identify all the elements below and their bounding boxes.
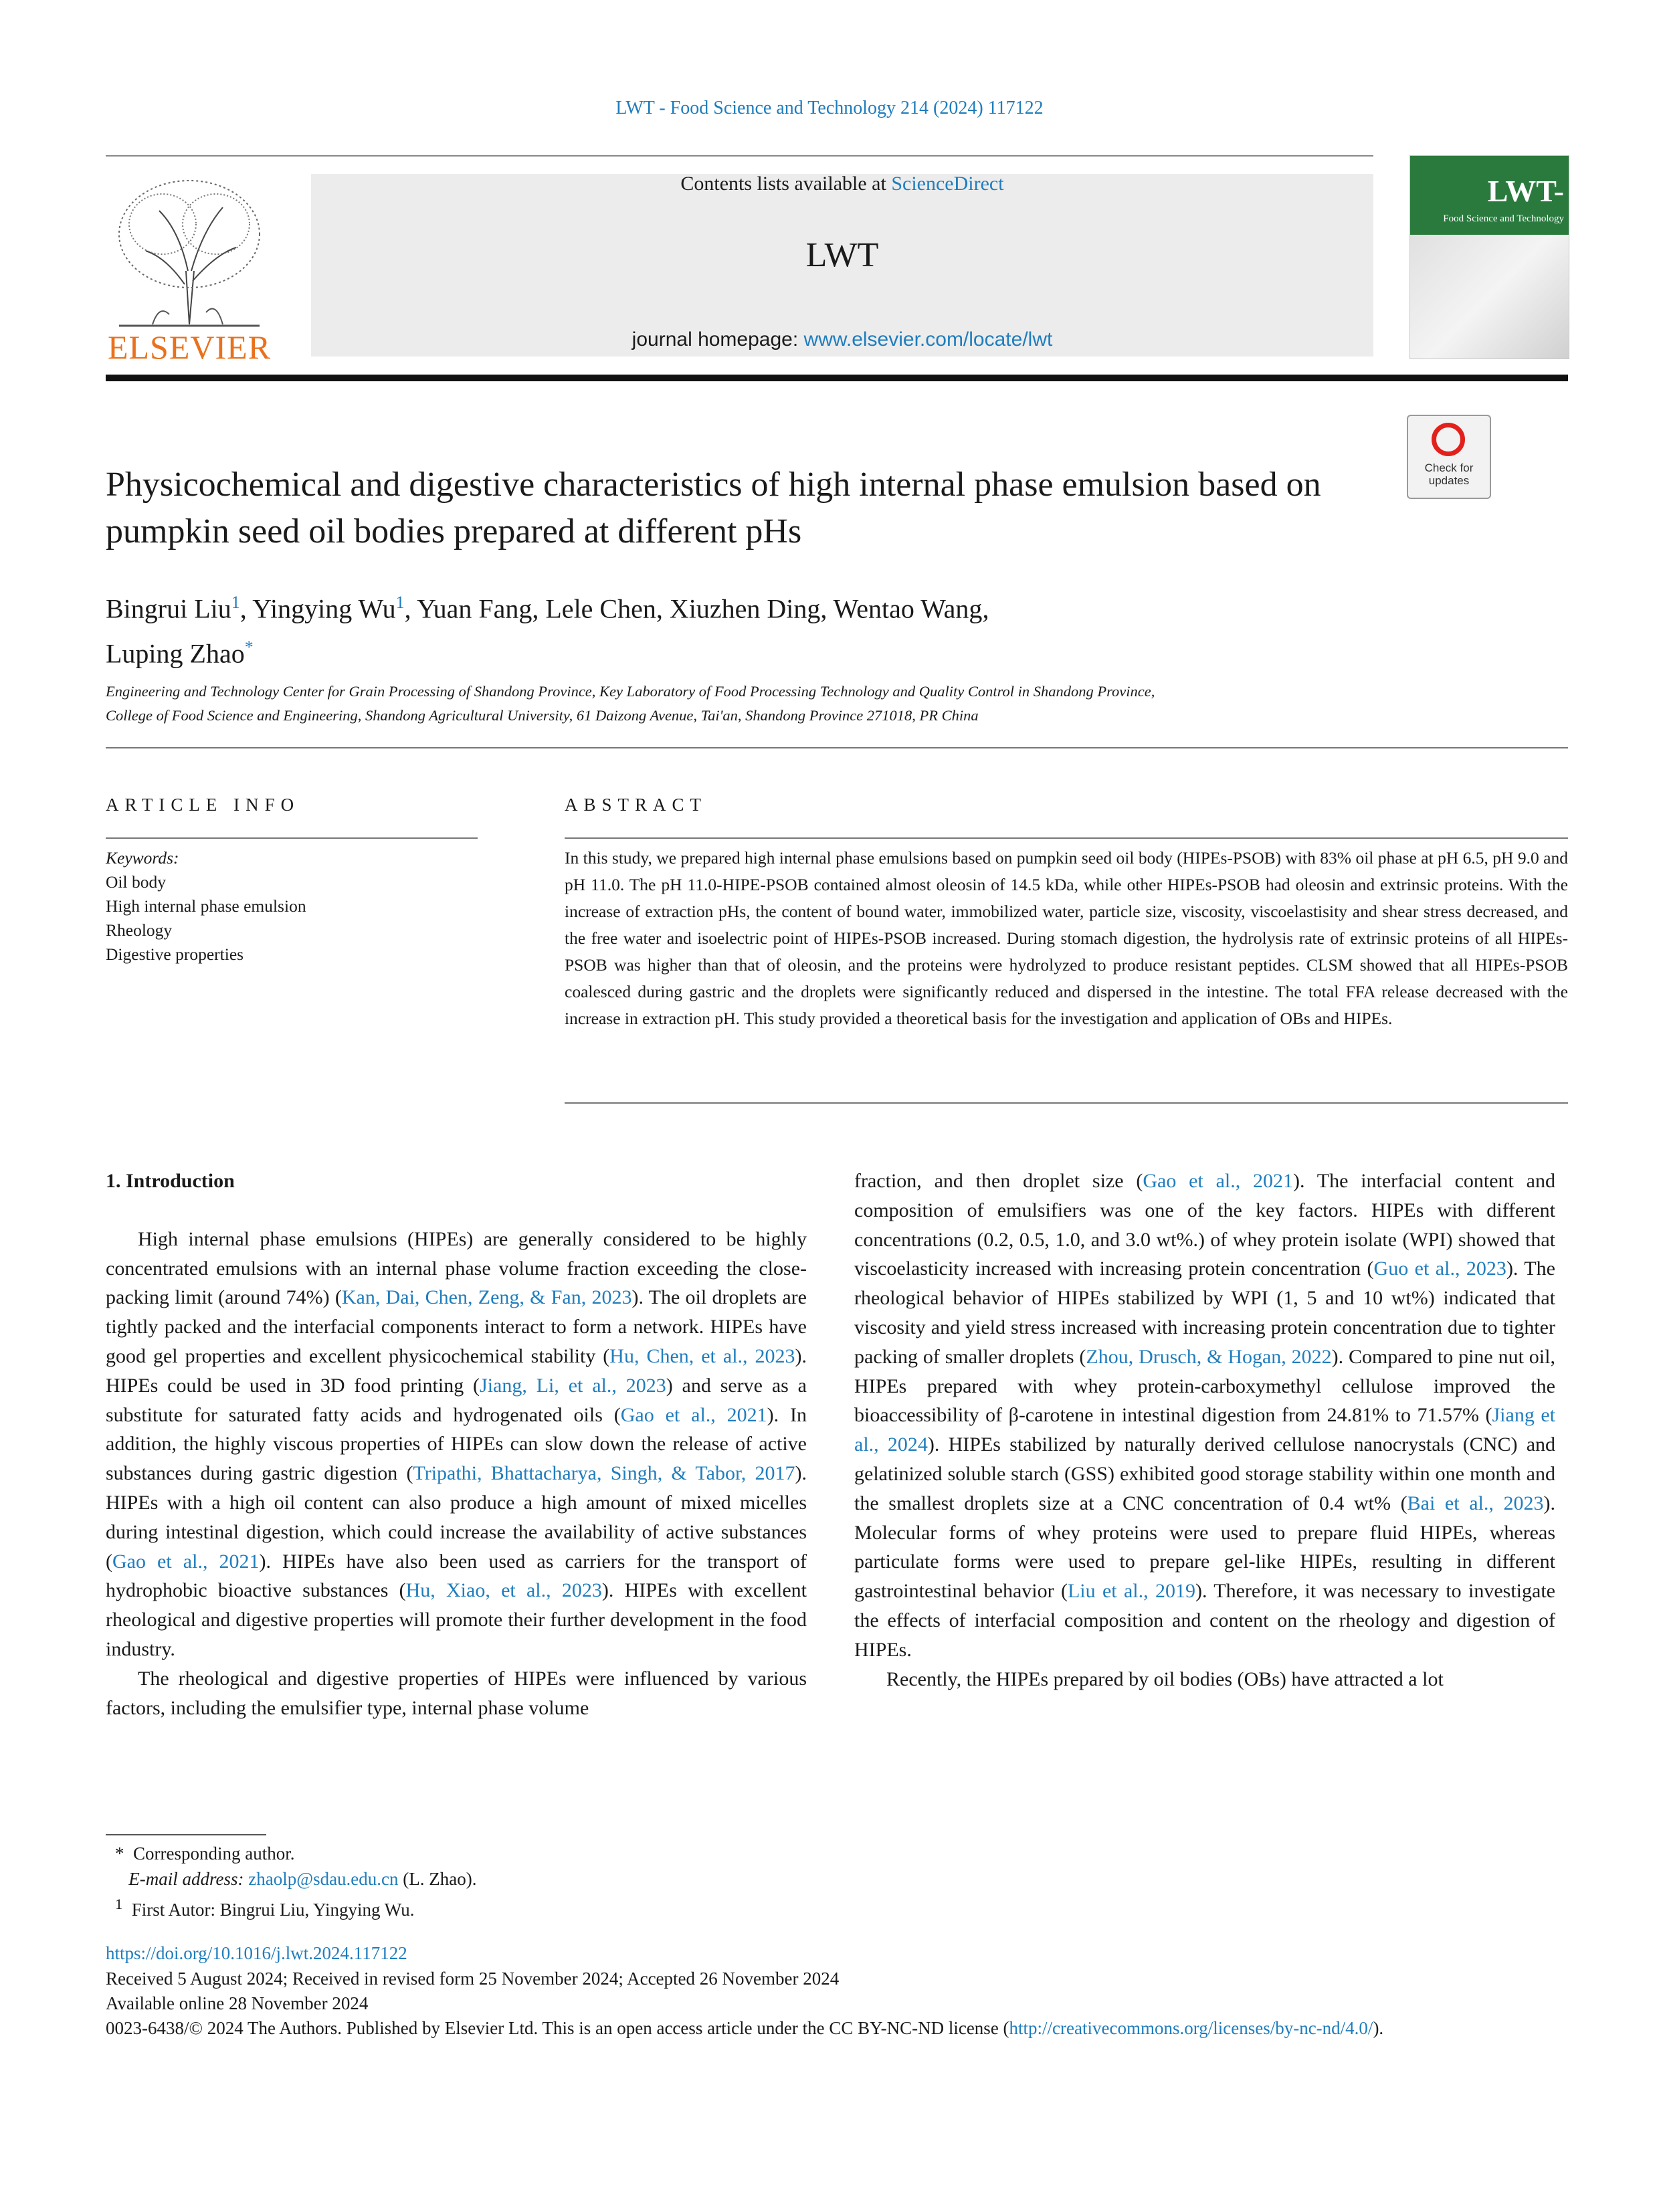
author-name[interactable]: Lele Chen bbox=[545, 593, 656, 624]
email-link[interactable]: zhaolp@sdau.edu.cn bbox=[248, 1869, 399, 1889]
footnote-corresponding bbox=[106, 1841, 908, 1866]
keyword-item: Digestive properties bbox=[106, 944, 244, 964]
cover-image bbox=[1410, 235, 1569, 359]
intro-paragraph-2 bbox=[106, 1664, 807, 1723]
citation-link[interactable]: Gao et al., 2021 bbox=[620, 1403, 767, 1426]
header-top-rule bbox=[106, 155, 1373, 157]
keyword-item: Oil body bbox=[106, 872, 166, 892]
footnote-one-mark: 1 bbox=[115, 1896, 123, 1912]
paragraph-text: ). The oil droplets are tightly packed and the interfacial components interact to form a network. HIPEs have good gel properties and excellent physicochemical stability ( bbox=[106, 1286, 807, 1367]
cover-title: LWT- bbox=[1487, 174, 1564, 208]
paragraph-text: ) and serve as a substitute for saturated fatty acids and hydrogenated oils ( bbox=[106, 1374, 807, 1426]
paragraph-text: ). HIPEs have also been used as carriers for the transport of hydrophobic bioactive substances ( bbox=[106, 1550, 807, 1602]
citation-link[interactable]: Gao et al., 2021 bbox=[1143, 1170, 1294, 1192]
check-updates-icon bbox=[1432, 423, 1465, 456]
intro-paragraph-3: Recently, the HIPEs prepared by oil bodies (OBs) have attracted a lot bbox=[886, 1668, 1444, 1690]
affiliation-line: College of Food Science and Engineering, Shandong Agricultural University, 61 Daizong Avenue, Tai'an, Shandong Province 271018, PR China bbox=[106, 707, 979, 724]
citation-link[interactable]: Kan, Dai, Chen, Zeng, & Fan, 2023 bbox=[341, 1286, 632, 1309]
keyword-item: Rheology bbox=[106, 920, 173, 940]
journal-reference-link[interactable]: LWT - Food Science and Technology 214 (2024) 117122 bbox=[615, 98, 1044, 118]
citation-link[interactable]: Tripathi, Bhattacharya, Singh, & Tabor, 2017 bbox=[413, 1462, 795, 1485]
author-footnote-mark[interactable]: 1 bbox=[231, 593, 240, 612]
intro-paragraph-2-continued bbox=[854, 1167, 1555, 1665]
citation-link[interactable]: Liu et al., 2019 bbox=[1067, 1580, 1195, 1603]
keywords-label: Keywords: bbox=[106, 848, 179, 868]
paragraph-text: ). HIPEs could be used in 3D food printing ( bbox=[106, 1344, 807, 1397]
corresponding-text: Corresponding author. bbox=[133, 1843, 295, 1864]
license-link[interactable]: http://creativecommons.org/licenses/by-nc-nd/4.0/ bbox=[1009, 2018, 1373, 2038]
citation-link[interactable]: Gao et al., 2021 bbox=[112, 1550, 260, 1573]
introduction-heading: 1. Introduction bbox=[106, 1170, 235, 1192]
affiliation-line: Engineering and Technology Center for Grain Processing of Shandong Province, Key Laboratory of Food Processing Technology and Quality Control in Shandong Province, bbox=[106, 683, 1155, 700]
abstract-text: In this study, we prepared high internal phase emulsions based on pumpkin seed oil body (HIPEs-PSOB) with 83% oil phase at pH 6.5, pH 9.0 and pH 11.0. The pH 11.0-HIPE-PSOB contained almost oleosin of 14.5 kDa, while other HIPEs-PSOB had oleosin and extrinsic proteins. With the increase of extraction pHs, the content of bound water, immobilized water, particle size, viscosity, viscoelastisity and shear stress decreased, and the free water and isoelectric point of HIPEs-PSOB increased. During stomach digestion, the hydrolysis rate of extrinsic proteins of all HIPEs-PSOB was higher than that of oleosin, and the proteins were hydrolyzed to produce resistant peptides. CLSM showed that all HIPEs-PSOB coalesced during gastric and the droplets were significantly reduced and dispersed in the intestine. The total FFA release decreased with the increase in extraction pH. This study provided a theoretical basis for the investigation and application of OBs and HIPEs. bbox=[565, 848, 1568, 1028]
paragraph-text: ). Therefore, it was necessary to investigate the effects of interfacial composition and content on the rheology and digestion of HIPEs. bbox=[854, 1580, 1555, 1661]
citation-link[interactable]: Jiang et al., 2024 bbox=[854, 1404, 1555, 1456]
keyword-item: High internal phase emulsion bbox=[106, 896, 306, 916]
citation-link[interactable]: Bai et al., 2023 bbox=[1407, 1492, 1544, 1514]
corresponding-author-mark[interactable]: * bbox=[244, 637, 254, 658]
license-line bbox=[106, 2016, 1568, 2041]
journal-cover-thumbnail[interactable] bbox=[1409, 155, 1569, 359]
journal-homepage-line bbox=[311, 328, 1373, 351]
paragraph-text: The rheological and digestive properties of HIPEs were influenced by various factors, including the emulsifier type, internal phase volume bbox=[106, 1667, 807, 1719]
paragraph-text: ). Molecular forms of whey proteins were used to prepare fluid HIPEs, whereas particulate forms were used to prepare gel-like HIPEs, resulting in different gastrointestinal behavior ( bbox=[854, 1492, 1556, 1603]
abstract-rule bbox=[565, 837, 1568, 839]
article-dates bbox=[106, 1967, 1568, 2041]
cover-subtitle: Food Science and Technology bbox=[1443, 213, 1564, 224]
paragraph-text: High internal phase emulsions (HIPEs) are generally considered to be highly concentrated emulsions with an internal phase volume fraction exceeding the close-packing limit (around 74%) ( bbox=[106, 1227, 807, 1309]
footnote-star-mark: * bbox=[115, 1843, 124, 1864]
abstract-bottom-rule bbox=[565, 1102, 1568, 1104]
paragraph-text: fraction, and then droplet size ( bbox=[854, 1170, 1143, 1192]
paragraph-text: ). HIPEs with excellent rheological and digestive properties will promote their further development in the food industry. bbox=[106, 1579, 807, 1660]
footnotes bbox=[106, 1841, 908, 1922]
email-label: E-mail address: bbox=[128, 1869, 249, 1889]
paragraph-text: ). The rheological behavior of HIPEs stabilized by WPI (1, 5 and 10 wt%) indicated that viscosity and yield stress increased with increasing protein concentration due to tighter packing of smaller droplets ( bbox=[854, 1258, 1555, 1368]
header-thick-rule bbox=[106, 375, 1568, 381]
citation-link[interactable]: Jiang, Li, et al., 2023 bbox=[480, 1374, 666, 1397]
contents-line bbox=[311, 173, 1373, 195]
body-column-right bbox=[854, 1167, 1555, 1694]
intro-paragraph-1 bbox=[106, 1225, 807, 1664]
citation-link[interactable]: Zhou, Drusch, & Hogan, 2022 bbox=[1086, 1345, 1332, 1368]
doi-link[interactable]: https://doi.org/10.1016/j.lwt.2024.117122 bbox=[106, 1943, 407, 1963]
article-title: Physicochemical and digestive characteristics of high internal phase emulsion based on pumpkin seed oil bodies prepared at different pHs bbox=[106, 466, 1321, 550]
author-name[interactable]: Yuan Fang bbox=[417, 593, 532, 624]
journal-name: LWT bbox=[805, 236, 879, 274]
footnote-rule bbox=[106, 1834, 266, 1835]
footnote-first-author bbox=[106, 1892, 908, 1922]
received-dates: Received 5 August 2024; Received in revised form 25 November 2024; Accepted 26 November 2024 bbox=[106, 1969, 840, 1989]
email-suffix: (L. Zhao). bbox=[398, 1869, 477, 1889]
contents-prefix: Contents lists available at bbox=[680, 173, 892, 195]
paragraph-text: ). Compared to pine nut oil, HIPEs prepared with whey protein-carboxymethyl cellulose improved the bioaccessibility of β-carotene in intestinal digestion from 24.81% to 71.57% ( bbox=[854, 1345, 1555, 1427]
author-name[interactable]: Wentao Wang bbox=[833, 593, 983, 624]
citation-link[interactable]: Hu, Chen, et al., 2023 bbox=[609, 1344, 795, 1367]
affiliation bbox=[106, 680, 1568, 728]
abstract-heading: ABSTRACT bbox=[565, 795, 708, 815]
footnote-email bbox=[106, 1866, 908, 1892]
author-list: Bingrui Liu$^1$, Yingying Wu$^1$, Yuan Fang, Lele Chen, Xiuzhen Ding, Wentao Wang, Luping Zhao* bbox=[106, 593, 989, 669]
author-footnote-mark[interactable]: 1 bbox=[395, 593, 405, 612]
check-updates-label: Check for updates bbox=[1424, 462, 1474, 487]
check-for-updates-button[interactable] bbox=[1407, 415, 1491, 499]
citation-link[interactable]: Guo et al., 2023 bbox=[1373, 1258, 1506, 1280]
article-info-heading: ARTICLE INFO bbox=[106, 795, 300, 815]
license-suffix: ). bbox=[1373, 2018, 1384, 2038]
elsevier-wordmark: ELSEVIER bbox=[107, 328, 272, 366]
paragraph-text: ). HIPEs with a high oil content can also produce a high amount of mixed micelles during intestinal digestion, which could increase the availability of active substances ( bbox=[106, 1462, 807, 1573]
available-online: Available online 28 November 2024 bbox=[106, 1993, 369, 2013]
author-name[interactable]: Xiuzhen Ding bbox=[669, 593, 821, 624]
author-name[interactable]: Yingying Wu bbox=[252, 593, 396, 624]
license-prefix: 0023-6438/© 2024 The Authors. Published by Elsevier Ltd. This is an open access article under the CC BY-NC-ND license ( bbox=[106, 2018, 1009, 2038]
article-info-rule bbox=[106, 837, 478, 839]
paragraph-text: ). HIPEs stabilized by naturally derived cellulose nanocrystals (CNC) and gelatinized soluble starch (GSS) exhibited good storage stability within one month and the smallest droplets size at a CNC concentration of 0.4 wt% ( bbox=[854, 1433, 1556, 1514]
homepage-link[interactable]: www.elsevier.com/locate/lwt bbox=[803, 328, 1053, 350]
paragraph-text: ). In addition, the highly viscous properties of HIPEs can slow down the release of active substances during gastric digestion ( bbox=[106, 1403, 807, 1485]
homepage-label: journal homepage: bbox=[631, 328, 804, 350]
author-name[interactable]: Luping Zhao bbox=[106, 638, 245, 669]
sciencedirect-link[interactable]: ScienceDirect bbox=[891, 173, 1004, 195]
keywords-block bbox=[106, 846, 478, 967]
paragraph-text: ). The interfacial content and composition of emulsifiers was one of the key factors. HIPEs with different concentrations (0.2, 0.5, 1.0, and 3.0 wt%.) of whey protein isolate (WPI) showed that viscoelasticity increased with increasing protein concentration ( bbox=[854, 1170, 1555, 1280]
section-rule bbox=[106, 747, 1568, 748]
first-author-text: First Autor: Bingrui Liu, Yingying Wu. bbox=[131, 1900, 415, 1920]
citation-link[interactable]: Hu, Xiao, et al., 2023 bbox=[405, 1579, 602, 1602]
body-column-left bbox=[106, 1167, 807, 1722]
author-name[interactable]: Bingrui Liu bbox=[106, 593, 231, 624]
